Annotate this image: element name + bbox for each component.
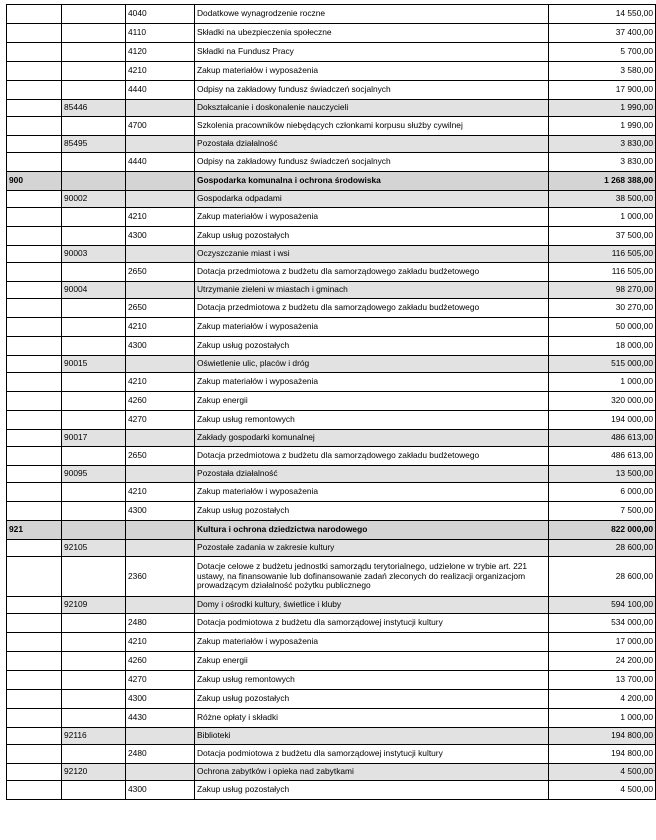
division-code-cell bbox=[7, 62, 62, 81]
chapter-code-cell: 90002 bbox=[62, 191, 126, 208]
paragraph-row bbox=[7, 690, 656, 709]
division-code-cell bbox=[7, 208, 62, 227]
paragraph-row bbox=[7, 447, 656, 466]
paragraph-code-cell: 4210 bbox=[126, 62, 195, 81]
division-code-cell bbox=[7, 614, 62, 633]
paragraph-code-cell bbox=[126, 540, 195, 557]
amount-cell: 38 500,00 bbox=[549, 191, 656, 208]
amount-cell: 4 500,00 bbox=[549, 781, 656, 800]
amount-cell: 24 200,00 bbox=[549, 652, 656, 671]
paragraph-code-cell bbox=[126, 282, 195, 299]
amount-cell: 594 100,00 bbox=[549, 597, 656, 614]
item-name-cell: Szkolenia pracowników niebędących członkami korpusu służby cywilnej bbox=[195, 117, 549, 136]
division-code-cell bbox=[7, 781, 62, 800]
paragraph-row bbox=[7, 502, 656, 521]
division-code-cell bbox=[7, 483, 62, 502]
division-code-cell bbox=[7, 191, 62, 208]
amount-cell: 515 000,00 bbox=[549, 356, 656, 373]
item-name-cell: Odpisy na zakładowy fundusz świadczeń socjalnych bbox=[195, 81, 549, 100]
item-name-cell: Różne opłaty i składki bbox=[195, 709, 549, 728]
division-code-cell bbox=[7, 633, 62, 652]
amount-cell: 1 000,00 bbox=[549, 373, 656, 392]
division-code-cell bbox=[7, 24, 62, 43]
amount-cell: 14 550,00 bbox=[549, 5, 656, 24]
chapter-code-cell bbox=[62, 318, 126, 337]
chapter-code-cell: 85495 bbox=[62, 136, 126, 153]
division-code-cell bbox=[7, 502, 62, 521]
chapter-code-cell bbox=[62, 299, 126, 318]
chapter-code-cell bbox=[62, 652, 126, 671]
division-code-cell: 900 bbox=[7, 172, 62, 191]
paragraph-code-cell: 2480 bbox=[126, 614, 195, 633]
chapter-code-cell bbox=[62, 172, 126, 191]
chapter-code-cell bbox=[62, 483, 126, 502]
division-code-cell bbox=[7, 373, 62, 392]
chapter-code-cell: 90095 bbox=[62, 466, 126, 483]
amount-cell: 1 990,00 bbox=[549, 100, 656, 117]
paragraph-code-cell bbox=[126, 521, 195, 540]
chapter-row bbox=[7, 282, 656, 299]
item-name-cell: Gospodarka odpadami bbox=[195, 191, 549, 208]
item-name-cell: Utrzymanie zieleni w miastach i gminach bbox=[195, 282, 549, 299]
paragraph-row bbox=[7, 652, 656, 671]
chapter-code-cell bbox=[62, 557, 126, 597]
paragraph-code-cell: 4270 bbox=[126, 411, 195, 430]
chapter-code-cell bbox=[62, 24, 126, 43]
item-name-cell: Zakup materiałów i wyposażenia bbox=[195, 318, 549, 337]
chapter-code-cell bbox=[62, 392, 126, 411]
chapter-code-cell bbox=[62, 263, 126, 282]
chapter-code-cell bbox=[62, 227, 126, 246]
paragraph-row bbox=[7, 43, 656, 62]
chapter-code-cell: 92120 bbox=[62, 764, 126, 781]
paragraph-code-cell: 2480 bbox=[126, 745, 195, 764]
item-name-cell: Dokształcanie i doskonalenie nauczycieli bbox=[195, 100, 549, 117]
division-code-cell bbox=[7, 153, 62, 172]
paragraph-code-cell: 4120 bbox=[126, 43, 195, 62]
chapter-code-cell bbox=[62, 373, 126, 392]
chapter-row bbox=[7, 764, 656, 781]
chapter-row bbox=[7, 356, 656, 373]
amount-cell: 5 700,00 bbox=[549, 43, 656, 62]
division-code-cell bbox=[7, 392, 62, 411]
amount-cell: 13 500,00 bbox=[549, 466, 656, 483]
paragraph-row bbox=[7, 208, 656, 227]
chapter-code-cell bbox=[62, 745, 126, 764]
paragraph-code-cell: 4210 bbox=[126, 318, 195, 337]
chapter-row bbox=[7, 191, 656, 208]
paragraph-code-cell: 4700 bbox=[126, 117, 195, 136]
chapter-row bbox=[7, 540, 656, 557]
chapter-code-cell: 90003 bbox=[62, 246, 126, 263]
item-name-cell: Dodatkowe wynagrodzenie roczne bbox=[195, 5, 549, 24]
amount-cell: 1 000,00 bbox=[549, 709, 656, 728]
paragraph-row bbox=[7, 557, 656, 597]
chapter-code-cell bbox=[62, 5, 126, 24]
paragraph-row bbox=[7, 337, 656, 356]
chapter-code-cell: 92109 bbox=[62, 597, 126, 614]
item-name-cell: Oczyszczanie miast i wsi bbox=[195, 246, 549, 263]
chapter-code-cell bbox=[62, 153, 126, 172]
paragraph-code-cell bbox=[126, 597, 195, 614]
item-name-cell: Zakup materiałów i wyposażenia bbox=[195, 373, 549, 392]
item-name-cell: Pozostała działalność bbox=[195, 136, 549, 153]
paragraph-code-cell: 4440 bbox=[126, 153, 195, 172]
paragraph-row bbox=[7, 5, 656, 24]
division-code-cell bbox=[7, 709, 62, 728]
division-code-cell bbox=[7, 430, 62, 447]
amount-cell: 1 268 388,00 bbox=[549, 172, 656, 191]
division-code-cell bbox=[7, 337, 62, 356]
item-name-cell: Zakłady gospodarki komunalnej bbox=[195, 430, 549, 447]
item-name-cell: Składki na Fundusz Pracy bbox=[195, 43, 549, 62]
amount-cell: 28 600,00 bbox=[549, 557, 656, 597]
division-code-cell bbox=[7, 652, 62, 671]
paragraph-code-cell: 2650 bbox=[126, 299, 195, 318]
item-name-cell: Składki na ubezpieczenia społeczne bbox=[195, 24, 549, 43]
chapter-row bbox=[7, 430, 656, 447]
paragraph-code-cell: 4430 bbox=[126, 709, 195, 728]
amount-cell: 194 800,00 bbox=[549, 745, 656, 764]
item-name-cell: Zakup usług pozostałych bbox=[195, 227, 549, 246]
chapter-code-cell bbox=[62, 633, 126, 652]
chapter-row bbox=[7, 728, 656, 745]
paragraph-code-cell: 4210 bbox=[126, 483, 195, 502]
paragraph-code-cell bbox=[126, 764, 195, 781]
amount-cell: 3 580,00 bbox=[549, 62, 656, 81]
paragraph-row bbox=[7, 24, 656, 43]
paragraph-row bbox=[7, 671, 656, 690]
item-name-cell: Zakup usług pozostałych bbox=[195, 781, 549, 800]
chapter-code-cell bbox=[62, 521, 126, 540]
item-name-cell: Pozostałe zadania w zakresie kultury bbox=[195, 540, 549, 557]
paragraph-code-cell: 4300 bbox=[126, 502, 195, 521]
paragraph-code-cell: 2360 bbox=[126, 557, 195, 597]
amount-cell: 98 270,00 bbox=[549, 282, 656, 299]
division-code-cell bbox=[7, 690, 62, 709]
paragraph-code-cell: 4300 bbox=[126, 781, 195, 800]
chapter-code-cell bbox=[62, 81, 126, 100]
item-name-cell: Zakup energii bbox=[195, 652, 549, 671]
division-code-cell bbox=[7, 81, 62, 100]
paragraph-code-cell: 4210 bbox=[126, 373, 195, 392]
chapter-code-cell: 92105 bbox=[62, 540, 126, 557]
amount-cell: 534 000,00 bbox=[549, 614, 656, 633]
division-code-cell bbox=[7, 263, 62, 282]
division-code-cell bbox=[7, 100, 62, 117]
item-name-cell: Oświetlenie ulic, placów i dróg bbox=[195, 356, 549, 373]
paragraph-code-cell: 4270 bbox=[126, 671, 195, 690]
item-name-cell: Dotacja podmiotowa z budżetu dla samorządowej instytucji kultury bbox=[195, 614, 549, 633]
paragraph-code-cell: 4300 bbox=[126, 690, 195, 709]
item-name-cell: Dotacje celowe z budżetu jednostki samorządu terytorialnego, udzielone w trybie art. 221 ustawy, na finansowanie lub dofinansowanie zadań zleconych do realizacji organizacjom prowadzącym działalność pożytku publicznego bbox=[195, 557, 549, 597]
paragraph-row bbox=[7, 709, 656, 728]
chapter-code-cell bbox=[62, 709, 126, 728]
item-name-cell: Dotacja przedmiotowa z budżetu dla samorządowego zakładu budżetowego bbox=[195, 299, 549, 318]
paragraph-code-cell: 4210 bbox=[126, 633, 195, 652]
item-name-cell: Zakup usług remontowych bbox=[195, 411, 549, 430]
paragraph-row bbox=[7, 483, 656, 502]
amount-cell: 3 830,00 bbox=[549, 153, 656, 172]
amount-cell: 4 200,00 bbox=[549, 690, 656, 709]
amount-cell: 17 900,00 bbox=[549, 81, 656, 100]
paragraph-row bbox=[7, 318, 656, 337]
paragraph-code-cell bbox=[126, 356, 195, 373]
item-name-cell: Zakup energii bbox=[195, 392, 549, 411]
chapter-row bbox=[7, 100, 656, 117]
chapter-code-cell: 90004 bbox=[62, 282, 126, 299]
item-name-cell: Pozostała działalność bbox=[195, 466, 549, 483]
chapter-code-cell bbox=[62, 337, 126, 356]
division-code-cell bbox=[7, 356, 62, 373]
division-code-cell bbox=[7, 136, 62, 153]
chapter-row bbox=[7, 246, 656, 263]
item-name-cell: Kultura i ochrona dziedzictwa narodowego bbox=[195, 521, 549, 540]
amount-cell: 486 613,00 bbox=[549, 430, 656, 447]
paragraph-code-cell bbox=[126, 191, 195, 208]
paragraph-row bbox=[7, 227, 656, 246]
division-code-cell bbox=[7, 540, 62, 557]
chapter-code-cell bbox=[62, 614, 126, 633]
item-name-cell: Dotacja przedmiotowa z budżetu dla samorządowego zakładu budżetowego bbox=[195, 263, 549, 282]
paragraph-code-cell bbox=[126, 136, 195, 153]
item-name-cell: Zakup materiałów i wyposażenia bbox=[195, 633, 549, 652]
item-name-cell: Dotacja przedmiotowa z budżetu dla samorządowego zakładu budżetowego bbox=[195, 447, 549, 466]
division-code-cell bbox=[7, 745, 62, 764]
item-name-cell: Zakup usług pozostałych bbox=[195, 337, 549, 356]
item-name-cell: Zakup usług pozostałych bbox=[195, 690, 549, 709]
chapter-code-cell bbox=[62, 117, 126, 136]
amount-cell: 30 270,00 bbox=[549, 299, 656, 318]
amount-cell: 37 500,00 bbox=[549, 227, 656, 246]
chapter-code-cell: 90015 bbox=[62, 356, 126, 373]
chapter-code-cell: 92116 bbox=[62, 728, 126, 745]
amount-cell: 116 505,00 bbox=[549, 263, 656, 282]
paragraph-row bbox=[7, 373, 656, 392]
chapter-code-cell bbox=[62, 208, 126, 227]
amount-cell: 3 830,00 bbox=[549, 136, 656, 153]
amount-cell: 6 000,00 bbox=[549, 483, 656, 502]
division-code-cell bbox=[7, 728, 62, 745]
division-code-cell bbox=[7, 282, 62, 299]
paragraph-code-cell: 4260 bbox=[126, 652, 195, 671]
paragraph-code-cell: 4040 bbox=[126, 5, 195, 24]
paragraph-code-cell: 4440 bbox=[126, 81, 195, 100]
item-name-cell: Domy i ośrodki kultury, świetlice i kluby bbox=[195, 597, 549, 614]
item-name-cell: Zakup materiałów i wyposażenia bbox=[195, 208, 549, 227]
paragraph-code-cell: 4300 bbox=[126, 337, 195, 356]
amount-cell: 18 000,00 bbox=[549, 337, 656, 356]
division-code-cell bbox=[7, 5, 62, 24]
item-name-cell: Zakup usług remontowych bbox=[195, 671, 549, 690]
paragraph-code-cell bbox=[126, 728, 195, 745]
chapter-code-cell bbox=[62, 62, 126, 81]
budget-table-body bbox=[7, 5, 656, 800]
paragraph-code-cell bbox=[126, 430, 195, 447]
chapter-row bbox=[7, 466, 656, 483]
amount-cell: 320 000,00 bbox=[549, 392, 656, 411]
amount-cell: 50 000,00 bbox=[549, 318, 656, 337]
division-code-cell bbox=[7, 557, 62, 597]
division-code-cell bbox=[7, 466, 62, 483]
chapter-code-cell bbox=[62, 411, 126, 430]
chapter-code-cell bbox=[62, 447, 126, 466]
amount-cell: 17 000,00 bbox=[549, 633, 656, 652]
division-code-cell bbox=[7, 43, 62, 62]
division-code-cell bbox=[7, 299, 62, 318]
paragraph-row bbox=[7, 614, 656, 633]
division-code-cell bbox=[7, 597, 62, 614]
chapter-row bbox=[7, 136, 656, 153]
paragraph-code-cell bbox=[126, 100, 195, 117]
division-code-cell: 921 bbox=[7, 521, 62, 540]
chapter-code-cell bbox=[62, 43, 126, 62]
chapter-code-cell bbox=[62, 690, 126, 709]
item-name-cell: Ochrona zabytków i opieka nad zabytkami bbox=[195, 764, 549, 781]
division-code-cell bbox=[7, 671, 62, 690]
amount-cell: 37 400,00 bbox=[549, 24, 656, 43]
item-name-cell: Dotacja podmiotowa z budżetu dla samorządowej instytucji kultury bbox=[195, 745, 549, 764]
amount-cell: 1 000,00 bbox=[549, 208, 656, 227]
item-name-cell: Zakup usług pozostałych bbox=[195, 502, 549, 521]
item-name-cell: Biblioteki bbox=[195, 728, 549, 745]
paragraph-code-cell: 2650 bbox=[126, 447, 195, 466]
amount-cell: 28 600,00 bbox=[549, 540, 656, 557]
chapter-code-cell: 90017 bbox=[62, 430, 126, 447]
chapter-code-cell: 85446 bbox=[62, 100, 126, 117]
chapter-code-cell bbox=[62, 502, 126, 521]
paragraph-row bbox=[7, 745, 656, 764]
paragraph-row bbox=[7, 633, 656, 652]
amount-cell: 1 990,00 bbox=[549, 117, 656, 136]
amount-cell: 486 613,00 bbox=[549, 447, 656, 466]
paragraph-code-cell bbox=[126, 246, 195, 263]
paragraph-row bbox=[7, 299, 656, 318]
paragraph-code-cell: 4300 bbox=[126, 227, 195, 246]
chapter-row bbox=[7, 597, 656, 614]
amount-cell: 7 500,00 bbox=[549, 502, 656, 521]
division-code-cell bbox=[7, 318, 62, 337]
budget-table bbox=[6, 4, 656, 800]
paragraph-code-cell: 4210 bbox=[126, 208, 195, 227]
paragraph-row bbox=[7, 62, 656, 81]
amount-cell: 116 505,00 bbox=[549, 246, 656, 263]
division-code-cell bbox=[7, 411, 62, 430]
paragraph-row bbox=[7, 117, 656, 136]
amount-cell: 13 700,00 bbox=[549, 671, 656, 690]
chapter-code-cell bbox=[62, 781, 126, 800]
division-code-cell bbox=[7, 764, 62, 781]
paragraph-code-cell: 4110 bbox=[126, 24, 195, 43]
division-code-cell bbox=[7, 246, 62, 263]
chapter-code-cell bbox=[62, 671, 126, 690]
division-code-cell bbox=[7, 227, 62, 246]
paragraph-row bbox=[7, 81, 656, 100]
paragraph-row bbox=[7, 392, 656, 411]
item-name-cell: Gospodarka komunalna i ochrona środowiska bbox=[195, 172, 549, 191]
division-code-cell bbox=[7, 447, 62, 466]
paragraph-code-cell: 2650 bbox=[126, 263, 195, 282]
amount-cell: 194 800,00 bbox=[549, 728, 656, 745]
division-code-cell bbox=[7, 117, 62, 136]
amount-cell: 194 000,00 bbox=[549, 411, 656, 430]
amount-cell: 822 000,00 bbox=[549, 521, 656, 540]
amount-cell: 4 500,00 bbox=[549, 764, 656, 781]
division-row bbox=[7, 172, 656, 191]
item-name-cell: Zakup materiałów i wyposażenia bbox=[195, 62, 549, 81]
paragraph-row bbox=[7, 263, 656, 282]
division-row bbox=[7, 521, 656, 540]
paragraph-row bbox=[7, 411, 656, 430]
item-name-cell: Odpisy na zakładowy fundusz świadczeń socjalnych bbox=[195, 153, 549, 172]
item-name-cell: Zakup materiałów i wyposażenia bbox=[195, 483, 549, 502]
paragraph-code-cell bbox=[126, 172, 195, 191]
paragraph-code-cell: 4260 bbox=[126, 392, 195, 411]
paragraph-code-cell bbox=[126, 466, 195, 483]
paragraph-row bbox=[7, 781, 656, 800]
paragraph-row bbox=[7, 153, 656, 172]
